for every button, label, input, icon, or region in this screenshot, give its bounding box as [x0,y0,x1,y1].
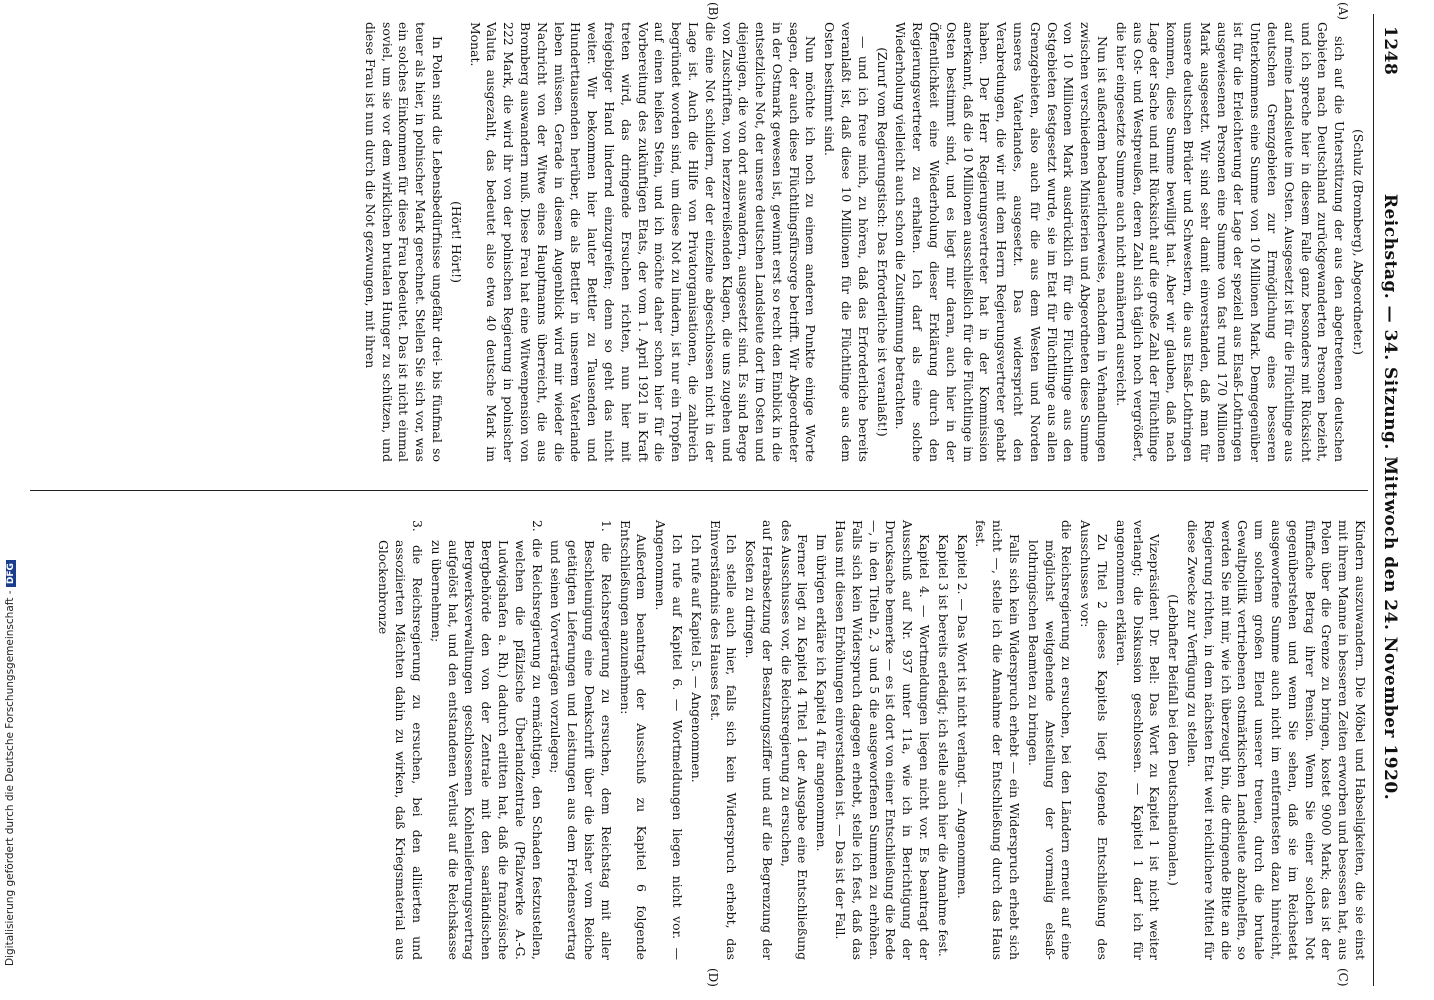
list-item: 1. die Reichsregierung zu ersuchen, dem Reichstag mit aller Beschleunigung eine Denkschrift über die bisher vom Reiche getätigten Lieferungen und Leistungen aus dem Friedensvertrag und seinen Vorverträgen vorzulegen; [548,520,614,960]
left-text-column [359,22,1368,462]
right-text-column [373,520,1368,960]
paragraph: Vizepräsident Dr. Bell: Das Wort zu Kapitel 1 ist nicht weiter verlangt; die Diskussion geschlossen. — Kapitel 1 darf ich für angenommen erklären. [1113,520,1163,960]
paragraph: Außerdem beantragt der Ausschuß zu Kapitel 6 folgende Entschließungen anzunehmen: [617,520,650,960]
paragraph: Falls sich kein Widerspruch erhebt — ein Widerspruch erhebt sich nicht —, stelle ich die Annahme der Entschließung durch das Haus fest. [973,520,1023,960]
paragraph: Kapitel 3 ist bereits erledigt; ich stelle auch hier die Annahme fest. [935,534,951,957]
paragraph: Kapitel 4. — Wortmeldungen liegen nicht vor. Es beantragt der Ausschuß auf Nr. 937 unter 11a, wie ich in Berichtigung der Drucksache bemerke — es ist dort von einer Entschließung die Rede —, in den Titeln 2, 3 und 5 die ausgeworfenen Summen zu erhöhen. Falls sich kein Widerspruch dagegen erhebt, stelle ich fest, daß das Haus mit diesen Erhöhungen einverstanden ist. — Das ist der Fall. [833,520,933,960]
page-number: 1248 [1380,26,1400,76]
paragraph: Kapitel 2. — Das Wort ist nicht verlangt. — Angenommen. [954,534,970,899]
margin-mark-c: (C) [1336,968,1350,987]
dfg-logo: DFG [6,560,16,587]
margin-mark-a: (A) [1336,2,1350,21]
margin-mark-d: (D) [706,968,720,987]
paragraph: Nun ist außerdem bedauerlicherweise, nachdem in Verhandlungen zwischen verschiedenen Ministerien und Abgeordneten diese Summe von 10 Millionen Mark ausdrücklich für die Flüchtlinge aus den Ostgebieten festgesetzt wurde, sie im Etat für Flüchtlinge aus allen Grenzgebieten, also auch für die aus dem Westen und Norden unseres Vaterlandes, ausgesetzt. Das widerspricht den Verabredungen, die wir mit dem Herrn Regierungsvertreter gehabt haben. Der Herr Regierungsvertreter hat in der Kommission anerkannt, daß die 10 Millionen ausschließlich für die Flüchtlinge im Osten bestimmt sind, und es liegt mir daran, auch hier in der Öffentlichkeit eine Wiederholung dieser Erklärung durch den Regierungsvertreter zu erhalten. Ich darf als eine solche Wiederholung vielleicht auch schon die Zustimmung betrachten. [893,22,1111,462]
paragraph: Zu Titel 2 dieses Kapitels liegt folgende Entschließung des Ausschusses vor: [1078,520,1111,960]
interjection-line: (Lebhafter Beifall bei den Deutschnationalen.) [1166,594,1182,886]
paragraph: Nun möchte ich noch zu einem anderen Punkte einige Worte sagen, der auch diese Flüchtlingsfürsorge betrifft. Wir Abgeordneter in der Ostmark gewesen ist, gewinnt erst so recht den Einblick in die entsetzliche Not, der unsere deutschen Landsleute dort im Osten und diejenigen, die von dort auswandern, ausgesetzt sind. Es sind Berge von Zuschriften, von herzzerreißenden Klagen, die uns zugehen und die eine Not schildern, der der einzelne abgeschlossen nicht in der Lage ist. Auch die Hilfe von Privatorganisationen, die zahlreich begründet worden sind, um diese Not zu lindern, ist nur ein Tropfen auf einen heißen Stein, und ich möchte daher schon hier für die Vorbereitung des zukünftigen Etats, der vom 1. April 1921 in Kraft treten wird, das dringende Ersuchen richten, nun hier mit freigebiger Hand lindernd einzugreifen; denn so geht das nicht weiter. Wir bekommen hier lauter Bettler zu Tausenden und Hunderttausenden herüber, die als Bettler in unserem Vaterlande leben müssen. Gerade in diesem Augenblick wird mir wieder die Nachricht von der Witwe eines Hauptmanns überreicht, die aus Bromberg auswandern muß. Diese Frau hat eine Witwenpension von 222 Mark, die wird ihr von der polnischen Regierung in polnischer Valuta ausgezahlt, das bedeutet also etwa 40 deutsche Mark im Monat. [467,22,819,462]
interjection-line: (Zuruf vom Regierungstisch: Das Erforderliche ist veranlaßt!) [874,47,890,437]
paragraph: Ich rufe auf Kapitel 5. — Angenommen. [688,534,704,783]
paragraph: sich auf die Unterstützung der aus den abgetretenen deutschen Gebieten nach Deutschland zurückgewanderten Personen bezieht, und ich spreche hier in diesem Falle ganz besonders mit Rücksicht auf meine Landsleute im Osten. Ausgesetzt ist für die Flüchtlinge aus deutschen Grenzgebieten zur Ermöglichung eines besseren Unterkommens eine Summe von 10 Millionen Mark. Demgegenüber ist für die Erleichterung der Lage der speziell aus Elsaß-Lothringen ausgewiesenen Personen eine Summe von fast rund 170 Millionen Mark ausgesetzt. Wir sind sehr damit einverstanden, daß man für unsere deutschen Brüder und Schwestern, die aus Elsaß-Lothringen kommen, diese Summe bewilligt hat. Aber wir glauben, daß nach Lage der Sache und mit Rücksicht auf die große Zahl der Flüchtlinge aus Ost- und Westpreußen, deren Zahl sich täglich noch vergrößert, die hier eingesetzte Summe auch nicht annähernd ausreicht. [1113,22,1348,462]
interjection-line: (Schulz (Bromberg), Abgeordneter.) [1351,129,1366,355]
paragraph: Kindern auszuwandern. Die Möbel und Habseligkeiten, die sie einst mit ihrem Manne in besseren Zeiten erworben und besessen hat, aus Polen über die Grenze zu bringen, kostet 9000 Mark; das ist der fünffache Betrag ihrer Pension. Wenn Sie einer solchen Not gegenüberstehen und wenn Sie sehen, daß sie im Reichsetat ausgeworfene Summe auch nicht im entferntesten dazu hinreicht, um solchem großen Elend unserer treuen, durch die brutale Gewaltpolitik vertriebenen ostmärkischen Landsleute abzuhelfen, so werden Sie mit mir, wie ich überzeugt bin, die dringende Bitte an die Regierung richten, in dem nächsten Etat weit reichlichere Mittel für diese Zwecke zur Verfügung zu stellen. [1185,520,1368,960]
digitization-footer [0,0,18,1000]
page-header [1376,14,1402,980]
header-rule [1373,14,1374,986]
paragraph: — und ich freue mich, zu hören, daß das Erforderliche bereits veranlaßt ist, daß diese 10 Millionen für die Flüchtlinge aus dem Osten bestimmt sind. [822,22,871,462]
margin-mark-b: (B) [706,2,720,21]
paragraph: Ferner liegt zu Kapitel 4 Titel 1 der Ausgabe eine Entschließung des Ausschusses vor, die Reichsregierung zu ersuchen, [778,520,811,960]
list-item: 2. die Reichsregierung zu ermächtigen, den Schaden festzustellen, welchen die pfälzische Überlandzentrale (Pfalzwerke A.-G. Ludwigshafen a. Rh.) dadurch erlitten hat, daß die französische Bergbehörde den von der Zentrale mit den saarländischen Bergwerksverwaltungen geschlossenen Kohlenlieferungsvertrag aufgelöst hat, und den entstandenen Verlust auf die Reichskasse zu übernehmen; [428,520,545,960]
list-item: 3. die Reichsregierung zu ersuchen, bei den alliierten und assoziierten Mächten dahin zu wirken, daß Kriegsmaterial aus Glockenbronze [376,520,425,960]
footer-credit-text: Digitalisierung gefördert durch die Deutsche Forschungsgemeinschaft - [4,590,16,966]
paragraph: Ich rufe auf Kapitel 6. — Wortmeldungen liegen nicht vor. — Angenommen. [653,520,685,960]
page-title: Reichstag. — 34. Sitzung. Mittwoch den 24. November 1920. [1380,193,1400,801]
interjection-line: (Hört! Hört!) [448,201,464,283]
list-item: die Reichsregierung zu ersuchen, bei den Ländern erneut auf eine möglichst weitgehende Anstellung der vormalig elsaß-lothringischen Beamten zu bringen. [1025,520,1075,960]
list-item: auf Herabsetzung der Besatzungsziffer und auf die Begrenzung der Kosten zu dringen. [743,520,775,960]
paragraph: Im übrigen erkläre ich Kapitel 4 für angenommen. [814,534,830,852]
footer-credit [4,6,16,966]
paragraph: In Polen sind die Lebensbedürfnisse ungefähr drei- bis fünfmal so teuer als hier, in polnischer Mark gerechnet. Stellen Sie sich vor, was ein solches Einkommen für diese Frau bedeutet. Das ist nicht einmal soviel, um sie vor dem wirklichen brutalen Hunger zu schützen, und diese Frau ist nun durch die Not gezwungen, mit ihren [362,22,445,462]
paragraph: Ich stelle auch hier, falls sich kein Widerspruch erhebt, das Einverständnis des Hauses fest. [707,520,740,960]
column-divider [30,490,1368,491]
